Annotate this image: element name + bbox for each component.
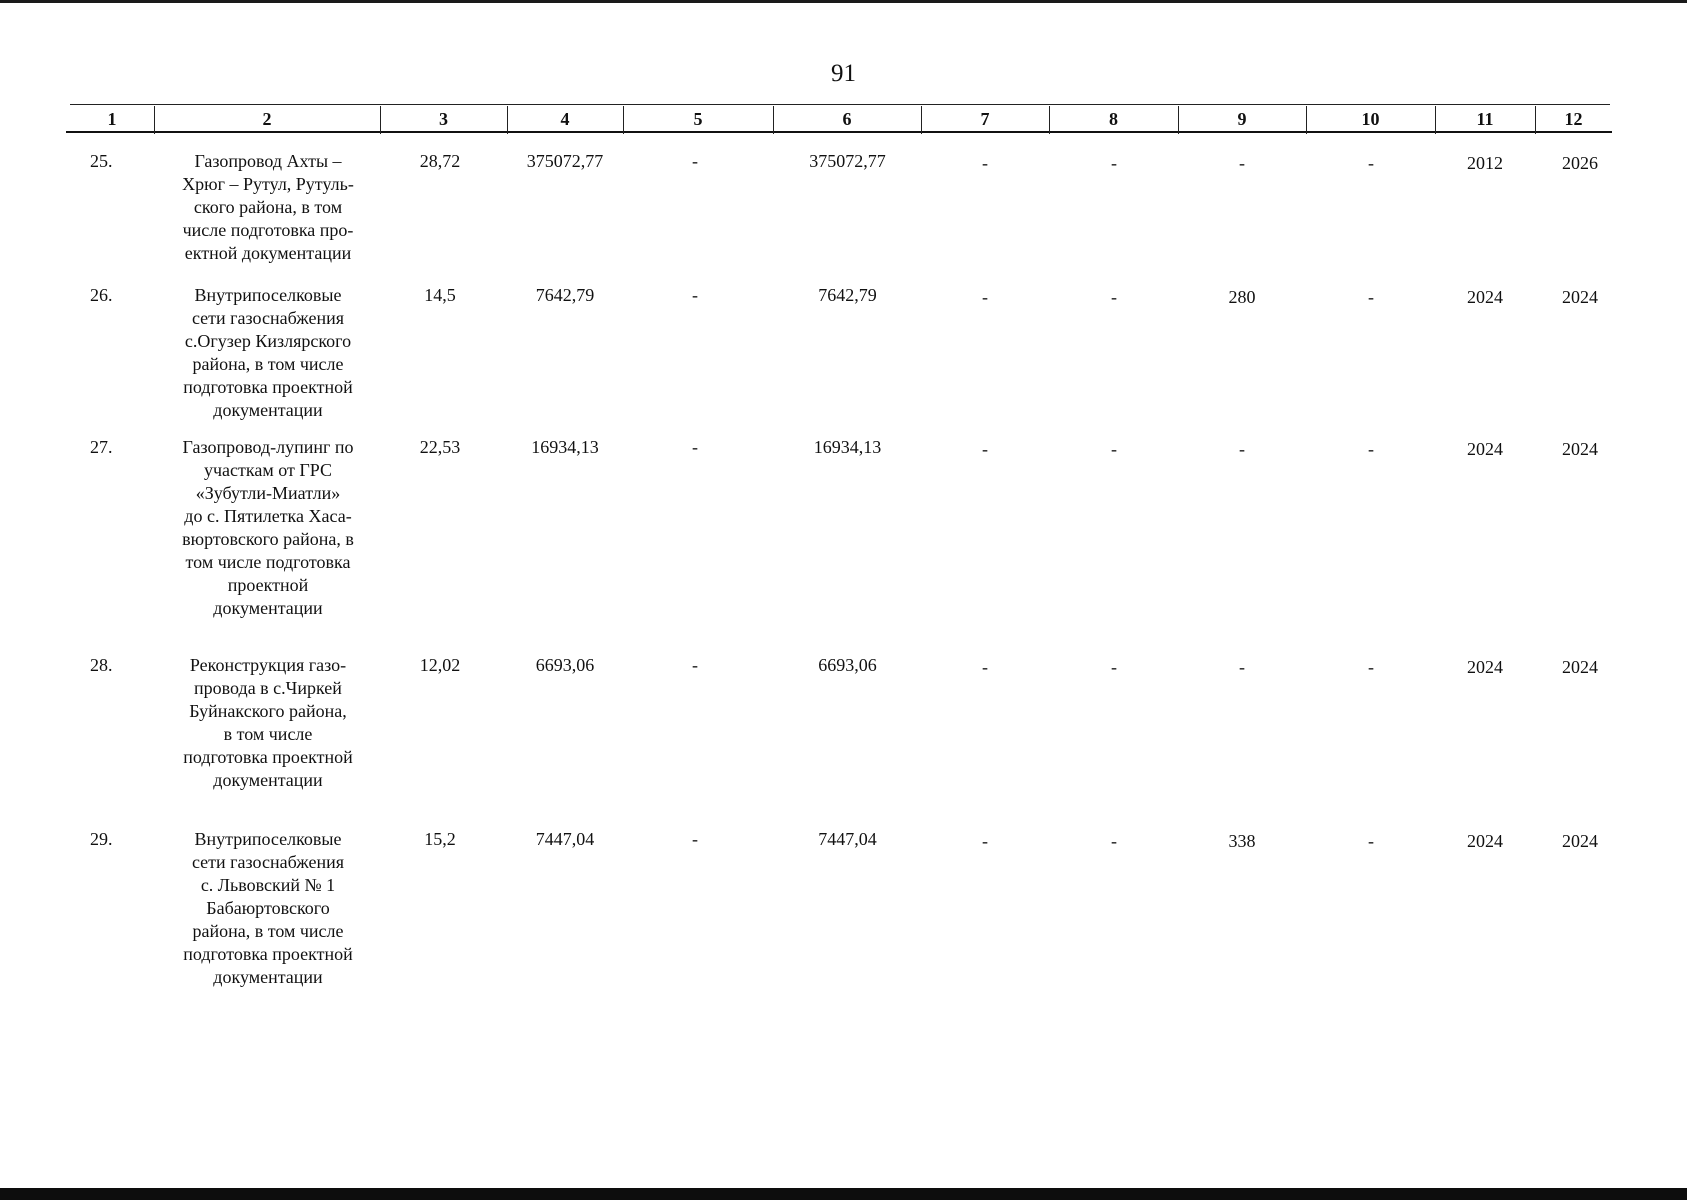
cell-col12: 2024 (1562, 657, 1598, 677)
page-number: 91 (831, 60, 856, 87)
object-name-line: в том числе (223, 724, 313, 744)
cell-col12: 2024 (1562, 287, 1598, 307)
cell-col10: - (1368, 287, 1374, 307)
cell-col7: - (982, 657, 988, 677)
row-number: 29. (90, 829, 113, 849)
header-cell-1: 1 (107, 109, 117, 129)
object-name-line: района, в том числе (192, 354, 344, 374)
object-name-line: подготовка проектной (183, 747, 353, 767)
object-name-line: Внутрипоселковые (194, 829, 342, 849)
cell-col5: - (692, 655, 698, 675)
object-name-line: подготовка проектной (183, 377, 353, 397)
object-name-line: документации (213, 770, 323, 790)
header-cell-4: 4 (560, 109, 570, 129)
object-name (168, 654, 368, 792)
cell-col4: 16934,13 (531, 437, 599, 457)
object-name-line: Газопровод Ахты – (194, 151, 342, 171)
cell-col6: 16934,13 (813, 437, 882, 457)
header-cell-8: 8 (1109, 109, 1118, 129)
object-name-line: участкам от ГРС (203, 460, 333, 480)
cell-col9: 338 (1228, 831, 1256, 851)
object-name-line: документации (213, 967, 323, 987)
cell-col8: - (1111, 153, 1117, 173)
object-name (168, 284, 368, 422)
object-name-line: документации (213, 400, 323, 420)
header-cell-9: 9 (1237, 109, 1247, 129)
object-name (168, 436, 368, 620)
cell-col5: - (692, 829, 698, 849)
cell-col6: 375072,77 (809, 151, 886, 171)
cell-col8: - (1111, 831, 1117, 851)
cell-col8: - (1111, 439, 1117, 459)
cell-col10: - (1368, 831, 1374, 851)
cell-col3: 15,2 (424, 829, 456, 849)
object-name-line: «Зубутли-Миатли» (195, 483, 341, 503)
cell-col3: 22,53 (419, 437, 461, 457)
object-name-line: числе подготовка про- (182, 220, 354, 240)
cell-col10: - (1368, 657, 1374, 677)
cell-col8: - (1111, 657, 1117, 677)
cell-col8: - (1111, 287, 1117, 307)
cell-col4: 375072,77 (526, 151, 604, 171)
cell-col4: 7447,04 (535, 829, 595, 849)
object-name-line: Буйнакского района, (189, 701, 347, 721)
object-name-line: вюртовского района, в (182, 529, 354, 549)
scan-edge-top (0, 0, 1687, 3)
object-name-line: Бабаюртовского (206, 898, 330, 918)
cell-col5: - (692, 151, 698, 171)
object-name-line: сети газоснабжения (191, 308, 345, 328)
object-name-line: том числе подготовка (185, 552, 351, 572)
scan-edge-bottom (0, 1188, 1687, 1200)
object-name-line: с.Огузер Кизлярского (184, 331, 352, 351)
cell-col4: 7642,79 (535, 285, 595, 305)
cell-col6: 7642,79 (818, 285, 877, 305)
object-name-line: района, в том числе (192, 921, 344, 941)
object-name (168, 150, 368, 265)
cell-col12: 2026 (1562, 153, 1598, 173)
cell-col10: - (1368, 439, 1374, 459)
cell-col7: - (982, 287, 988, 307)
header-cell-11: 11 (1476, 109, 1494, 129)
cell-col7: - (982, 831, 988, 851)
cell-col3: 12,02 (419, 655, 461, 675)
header-cell-7: 7 (980, 109, 990, 129)
cell-col11: 2012 (1467, 153, 1503, 173)
table-header-row (0, 105, 1687, 135)
header-cell-6: 6 (842, 109, 852, 129)
row-number: 27. (90, 437, 113, 457)
cell-col11: 2024 (1467, 831, 1503, 851)
object-name-line: ского района, в том (193, 197, 343, 217)
object-name-line: документации (213, 598, 323, 618)
header-cell-3: 3 (439, 109, 448, 129)
cell-col6: 6693,06 (818, 655, 877, 675)
object-name-line: Газопровод-лупинг по (182, 437, 354, 457)
cell-col9: 280 (1228, 287, 1256, 307)
row-number: 25. (90, 151, 113, 171)
object-name-line: до с. Пятилетка Хаса- (184, 506, 352, 526)
cell-col5: - (692, 285, 698, 305)
header-cell-2: 2 (262, 109, 272, 129)
header-cell-10: 10 (1361, 109, 1380, 129)
cell-col11: 2024 (1467, 439, 1503, 459)
row-number: 28. (90, 655, 113, 675)
cell-col7: - (982, 439, 988, 459)
cell-col10: - (1368, 153, 1374, 173)
object-name-line: проектной (227, 575, 309, 595)
object-name-line: Хрюг – Рутул, Рутуль- (182, 174, 354, 194)
cell-col5: - (692, 437, 698, 457)
object-name-line: Реконструкция газо- (189, 655, 347, 675)
cell-col6: 7447,04 (818, 829, 877, 849)
object-name-line: провода в с.Чиркей (194, 678, 342, 698)
object-name (168, 828, 368, 989)
cell-col4: 6693,06 (535, 655, 595, 675)
cell-col7: - (982, 153, 988, 173)
header-cell-5: 5 (693, 109, 703, 129)
cell-col9: - (1239, 439, 1245, 459)
object-name-line: Внутрипоселковые (194, 285, 342, 305)
cell-col11: 2024 (1467, 657, 1503, 677)
row-number: 26. (90, 285, 113, 305)
cell-col9: - (1239, 153, 1245, 173)
cell-col12: 2024 (1562, 831, 1598, 851)
object-name-line: подготовка проектной (183, 944, 353, 964)
cell-col3: 14,5 (424, 285, 456, 305)
cell-col9: - (1239, 657, 1245, 677)
object-name-line: с. Львовский № 1 (200, 875, 336, 895)
cell-col12: 2024 (1562, 439, 1598, 459)
object-name-line: сети газоснабжения (191, 852, 345, 872)
cell-col3: 28,72 (419, 151, 461, 171)
header-cell-12: 12 (1564, 109, 1583, 129)
object-name-line: ектной документации (184, 243, 352, 263)
cell-col11: 2024 (1467, 287, 1503, 307)
